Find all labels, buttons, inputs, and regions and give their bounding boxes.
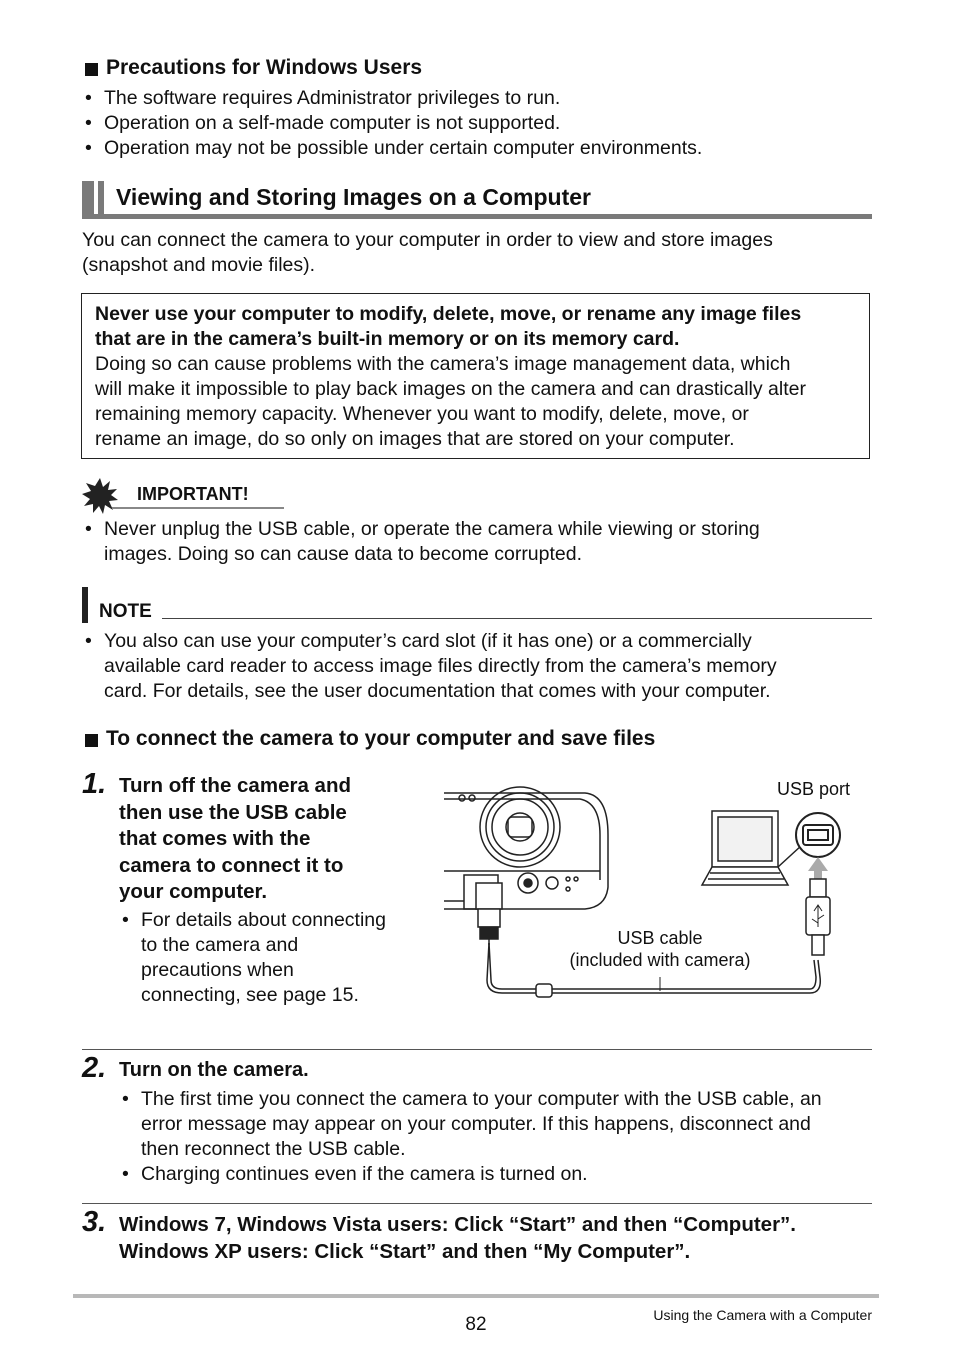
usb-connection-illustration — [440, 775, 870, 1005]
step-1-sublist — [119, 908, 419, 1008]
list-item: • Never unplug the USB cable, or operate the camera while viewing or storing images. Doing so can cause data to become corrupted. — [82, 517, 882, 567]
list-item: • The first time you connect the camera to your computer with the USB cable, an error message may appear on your computer. If this happens, disconnect and then reconnect the USB cable. — [119, 1087, 879, 1162]
connect-heading: To connect the camera to your computer and save files — [85, 727, 655, 751]
usb-cable-label: USB cable (included with camera) — [569, 928, 751, 970]
step-divider — [82, 1049, 872, 1050]
usb-port-label: USB port — [777, 779, 851, 799]
list-item: • The software requires Administrator privileges to run. — [82, 86, 882, 111]
camera-icon — [444, 787, 608, 909]
step-2-title: Turn on the camera. — [119, 1059, 309, 1081]
page-number: 82 — [465, 1314, 487, 1335]
square-bullet-icon — [85, 734, 98, 747]
list-item: • Operation may not be possible under certain computer environments. — [82, 136, 882, 161]
step-2-list — [119, 1087, 879, 1187]
important-label: IMPORTANT! — [137, 484, 249, 504]
usb-port-icon — [796, 813, 840, 857]
step-1-number: 1. — [82, 768, 107, 800]
important-list — [82, 517, 882, 567]
section-title: Viewing and Storing Images on a Computer — [116, 184, 591, 210]
square-bullet-icon — [85, 63, 98, 76]
warning-box: Never use your computer to modify, delete, move, or rename any image files that are in the camera’s built-in memory or on its memory card. Doing so can cause problems with the camera’s image management data, which will make it impossible to play back images on the camera and can drastically alter remaining memory capacity. Whenever you want to modify, delete, move, or rename an image, do so only on images that are stored on your computer. — [81, 293, 870, 459]
step-divider — [82, 1203, 872, 1204]
step-3-text: Windows 7, Windows Vista users: Click “Start” and then “Computer”. Windows XP users: Click “Start” and then “My Computer”. — [119, 1213, 796, 1263]
arrow-up-icon — [808, 857, 828, 879]
note-header — [82, 587, 872, 623]
list-item: • For details about connecting to the camera and precautions when connecting, see page 15. — [119, 908, 419, 1008]
laptop-icon — [702, 811, 788, 885]
note-label: NOTE — [99, 601, 152, 622]
list-item: • Operation on a self-made computer is not supported. — [82, 111, 882, 136]
ferrite-core-icon — [536, 984, 552, 997]
section-intro: You can connect the camera to your computer in order to view and store images (snapshot and movie files). — [82, 229, 773, 276]
list-item: • Charging continues even if the camera is turned on. — [119, 1162, 879, 1187]
section-header — [82, 181, 872, 219]
precautions-heading: Precautions for Windows Users — [85, 56, 422, 80]
usb-plug-computer-icon — [806, 879, 830, 955]
list-item: • You also can use your computer’s card slot (if it has one) or a commercially available card reader to access image files directly from the camera’s memory card. For details, see the user documentation that comes with your computer. — [82, 629, 882, 704]
step-3-number: 3. — [82, 1206, 107, 1238]
usb-plug-camera-icon — [476, 883, 502, 945]
note-list — [82, 629, 882, 704]
footer-rule — [73, 1294, 879, 1298]
chapter-title: Using the Camera with a Computer — [653, 1307, 872, 1323]
step-1-text: Turn off the camera and then use the USB cable that comes with the camera to connect it to your computer. — [119, 774, 351, 903]
step-2-number: 2. — [82, 1052, 107, 1084]
important-header — [82, 478, 292, 512]
precautions-list — [82, 86, 882, 161]
